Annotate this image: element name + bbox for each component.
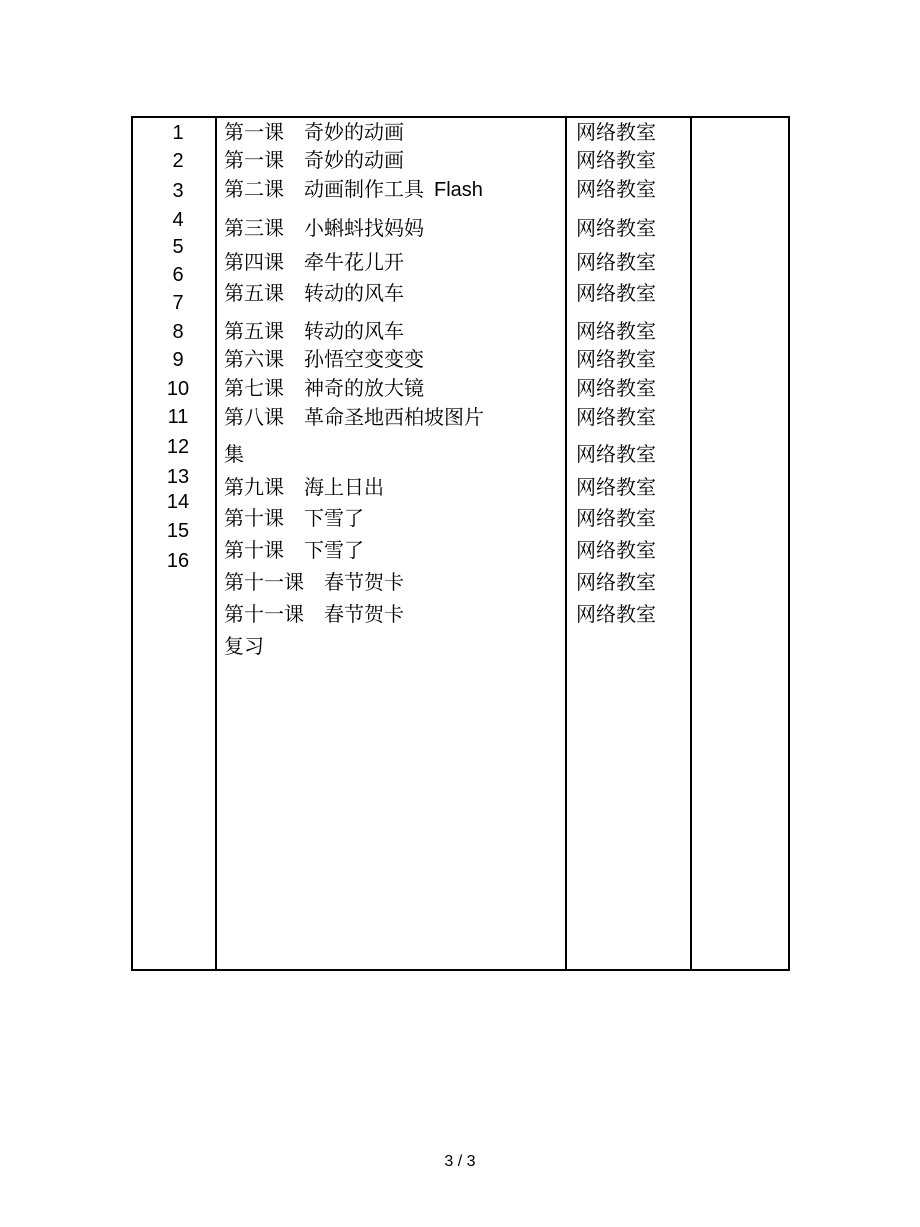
lesson-title: 第八课 革命圣地西柏坡图片 [224, 405, 484, 429]
week-number: 1 [172, 122, 184, 144]
lesson-title: 第一课 奇妙的动画 [224, 120, 404, 144]
lesson-title: 第十课 下雪了 [224, 506, 364, 530]
column-divider [690, 116, 692, 971]
room-label: 网络教室 [576, 475, 656, 499]
lesson-title: 第五课 转动的风车 [224, 281, 404, 305]
lesson-title: 第十一课 春节贺卡 [224, 602, 404, 626]
room-label: 网络教室 [576, 250, 656, 274]
room-label: 网络教室 [576, 120, 656, 144]
room-label: 网络教室 [576, 319, 656, 343]
room-label: 网络教室 [576, 216, 656, 240]
week-number: 7 [172, 292, 184, 314]
lesson-title: 第十一课 春节贺卡 [224, 570, 404, 594]
week-number: 5 [172, 236, 184, 258]
page-number: 3 / 3 [444, 1153, 476, 1170]
lesson-title: 第四课 牵牛花儿开 [224, 250, 404, 274]
lesson-title: 第一课 奇妙的动画 [224, 148, 404, 172]
week-number: 11 [167, 406, 189, 428]
week-number: 14 [166, 491, 190, 513]
room-label: 网络教室 [576, 376, 656, 400]
lesson-title-text: 第二课 动画制作工具 [224, 177, 424, 201]
lesson-title: 第十课 下雪了 [224, 538, 364, 562]
lesson-title: 第六课 孙悟空变变变 [224, 347, 424, 371]
week-number: 13 [166, 466, 190, 488]
room-label: 网络教室 [576, 538, 656, 562]
week-number: 10 [166, 378, 190, 400]
week-number: 2 [172, 150, 184, 172]
room-label: 网络教室 [576, 405, 656, 429]
room-label: 网络教室 [576, 148, 656, 172]
lesson-title: 复习 [224, 634, 264, 658]
week-number: 6 [172, 264, 184, 286]
lesson-title: 集 [224, 442, 244, 466]
week-number: 4 [172, 209, 184, 231]
week-number: 15 [166, 520, 190, 542]
lesson-title: 第五课 转动的风车 [224, 319, 404, 343]
week-number: 9 [172, 349, 184, 371]
week-number: 16 [166, 550, 190, 572]
lesson-title: 第七课 神奇的放大镜 [224, 376, 424, 400]
column-divider [215, 116, 217, 971]
lesson-title: 第三课 小蝌蚪找妈妈 [224, 216, 424, 240]
room-label: 网络教室 [576, 177, 656, 201]
lesson-title: 第九课 海上日出 [224, 475, 384, 499]
room-label: 网络教室 [576, 506, 656, 530]
room-label: 网络教室 [576, 442, 656, 466]
lesson-title-flash: Flash [434, 179, 483, 201]
room-label: 网络教室 [576, 281, 656, 305]
lesson-title [224, 176, 483, 203]
week-number: 3 [172, 180, 184, 202]
week-number: 8 [172, 321, 184, 343]
week-number: 12 [166, 436, 190, 458]
room-label: 网络教室 [576, 570, 656, 594]
room-label: 网络教室 [576, 347, 656, 371]
column-divider [565, 116, 567, 971]
room-label: 网络教室 [576, 602, 656, 626]
